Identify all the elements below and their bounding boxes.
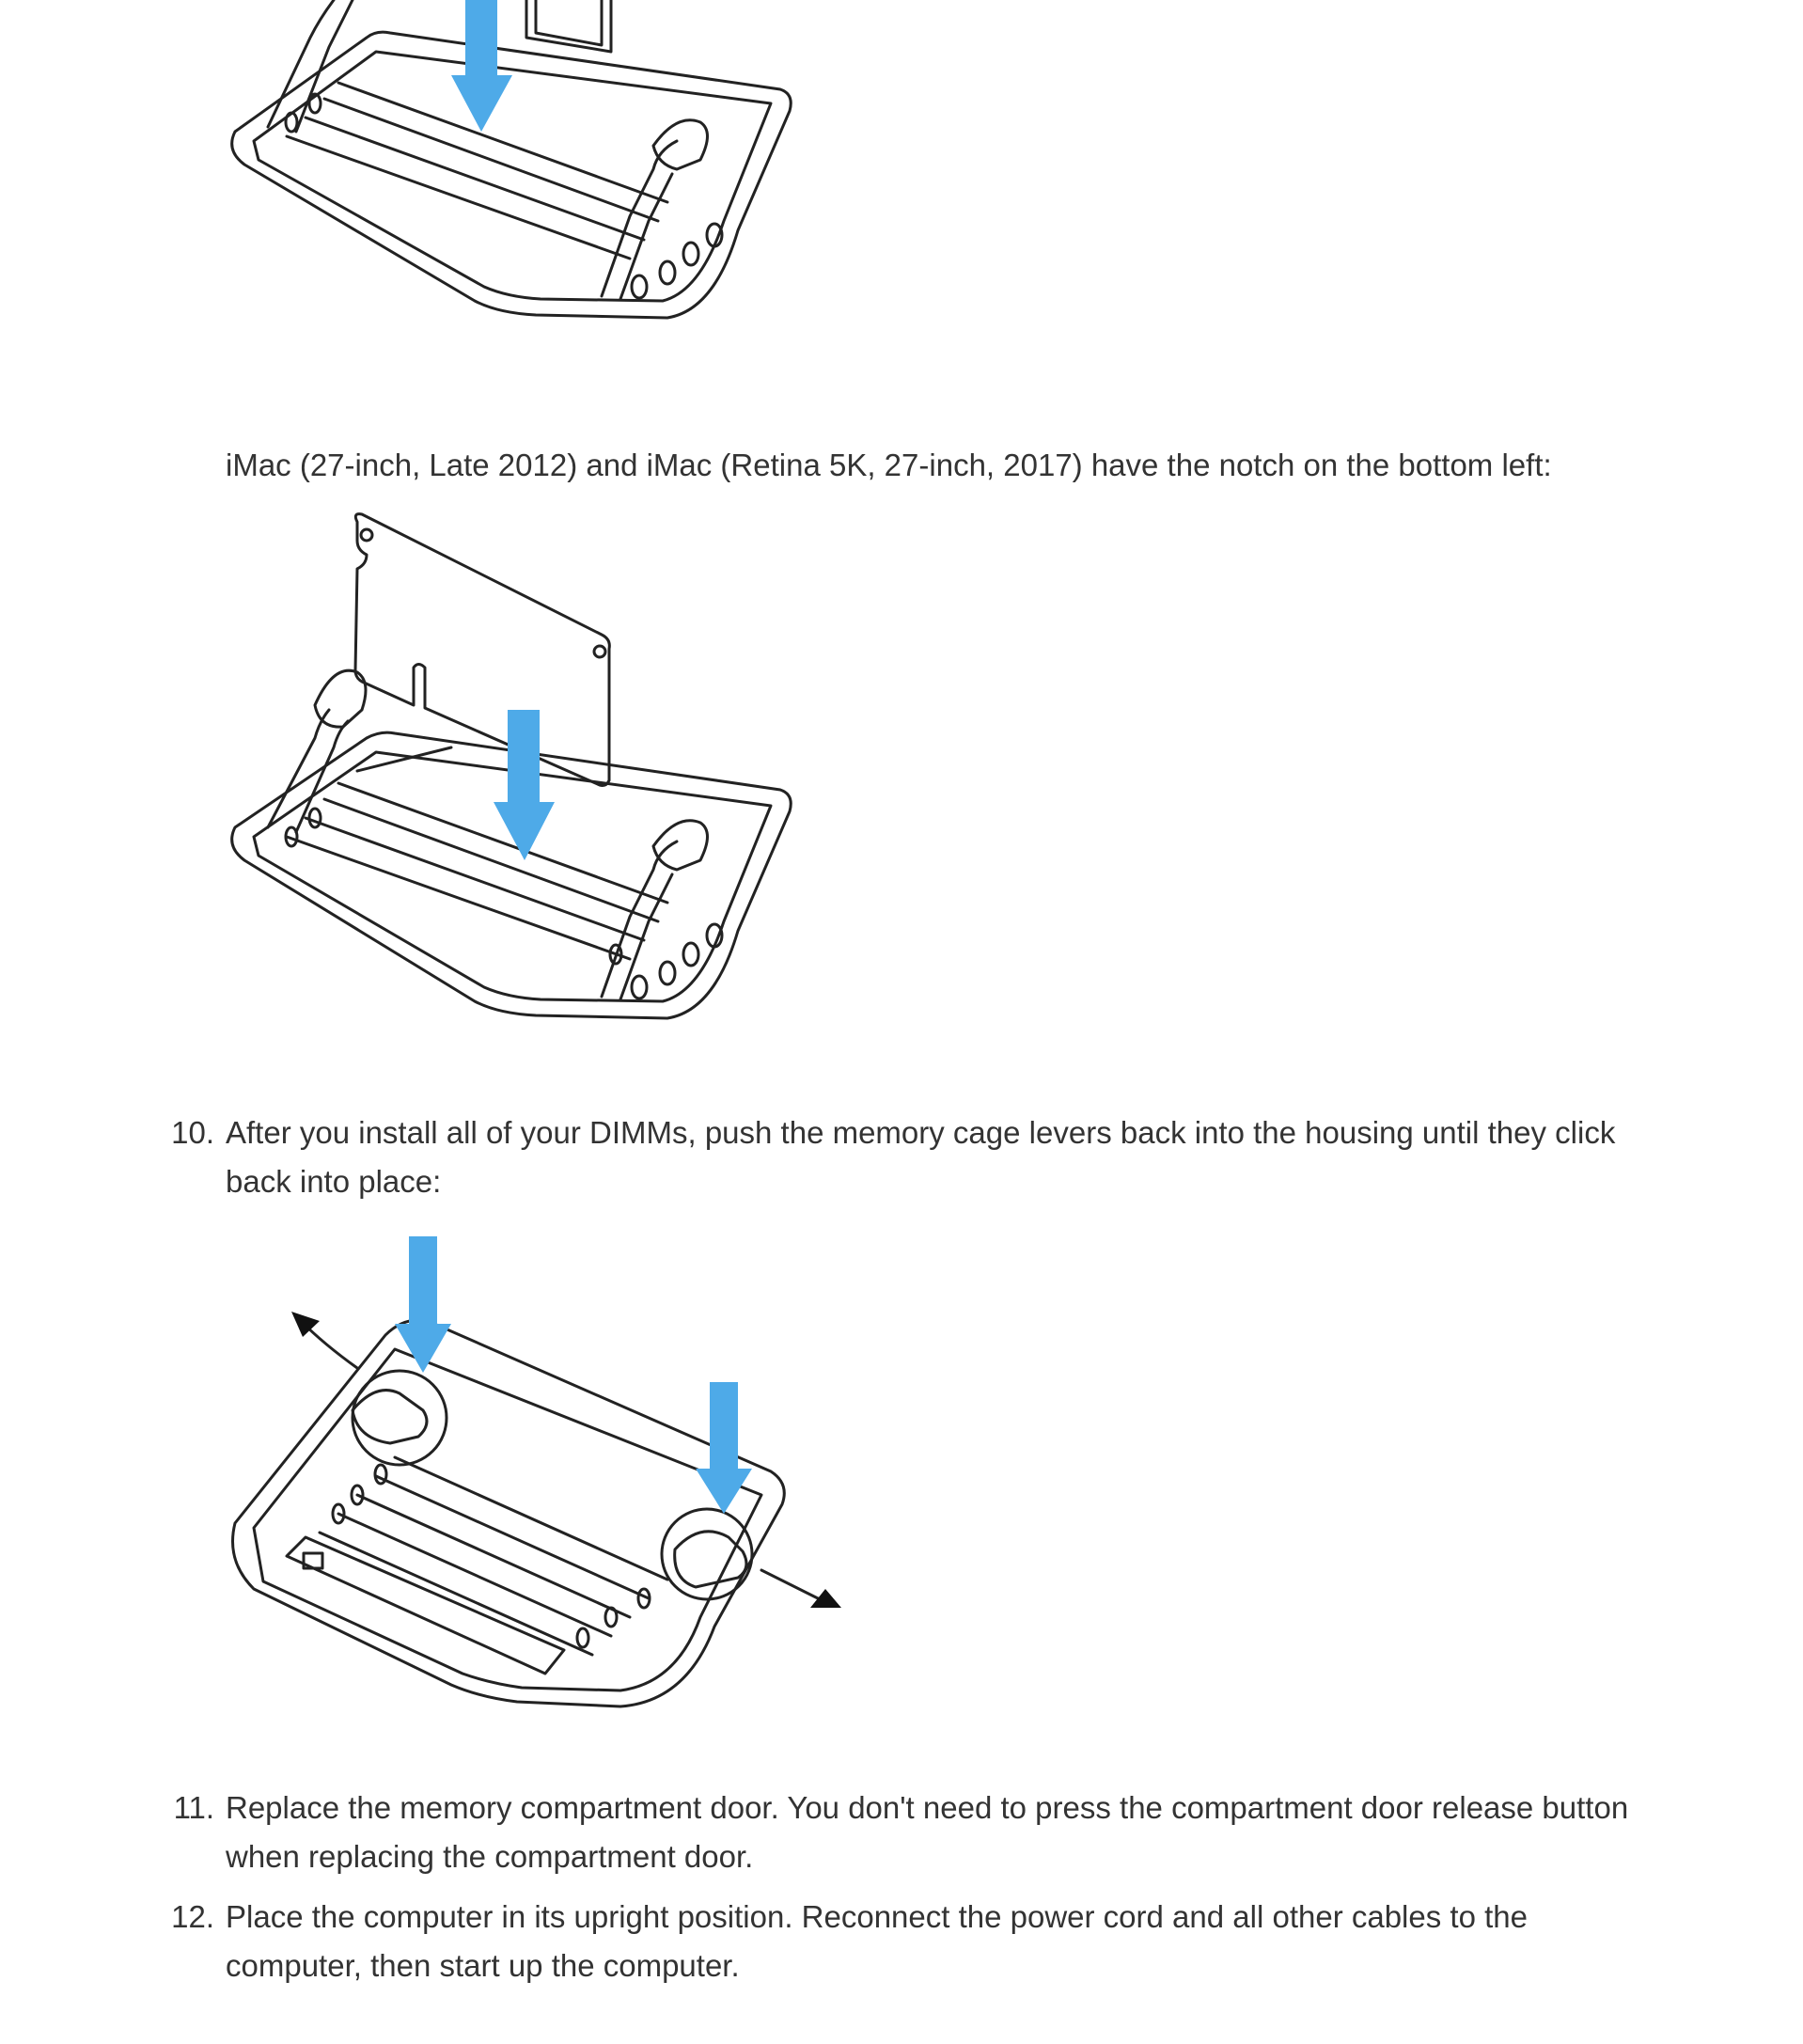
dimm-install-diagram-icon: [226, 0, 837, 338]
insert-arrow-icon: [451, 0, 512, 132]
step-text: [226, 1108, 1730, 1206]
dimm-install-figure-top: [226, 0, 837, 338]
dimm-install-figure-notch-left: [226, 512, 837, 1058]
step-text-line: when replacing the compartment door.: [226, 1839, 754, 1874]
step-text: [226, 1893, 1730, 1990]
push-arrow-icon: [696, 1382, 752, 1514]
step-number: 10.: [171, 1115, 214, 1150]
step-text: [226, 1784, 1730, 1881]
memory-cage-levers-figure: [226, 1232, 837, 1739]
step-text-line: Replace the memory compartment door. You don't need to press the compartment door release button: [226, 1790, 1629, 1825]
insert-arrow-icon: [494, 710, 555, 860]
step-number: 11.: [173, 1790, 214, 1825]
step-text-line: After you install all of your DIMMs, push the memory cage levers back into the housing until they click: [226, 1115, 1616, 1150]
memory-cage-levers-diagram-icon: [226, 1232, 865, 1739]
step-text-line: computer, then start up the computer.: [226, 1948, 740, 1983]
step-text-line: Place the computer in its upright position. Reconnect the power cord and all other cables to the: [226, 1899, 1528, 1934]
step-number: 12.: [171, 1899, 214, 1934]
step-text-line: back into place:: [226, 1164, 442, 1199]
notch-note: iMac (27-inch, Late 2012) and iMac (Retina 5K, 27-inch, 2017) have the notch on the bottom left:: [226, 448, 1552, 482]
dimm-notch-bottom-left-diagram-icon: [226, 512, 837, 1058]
